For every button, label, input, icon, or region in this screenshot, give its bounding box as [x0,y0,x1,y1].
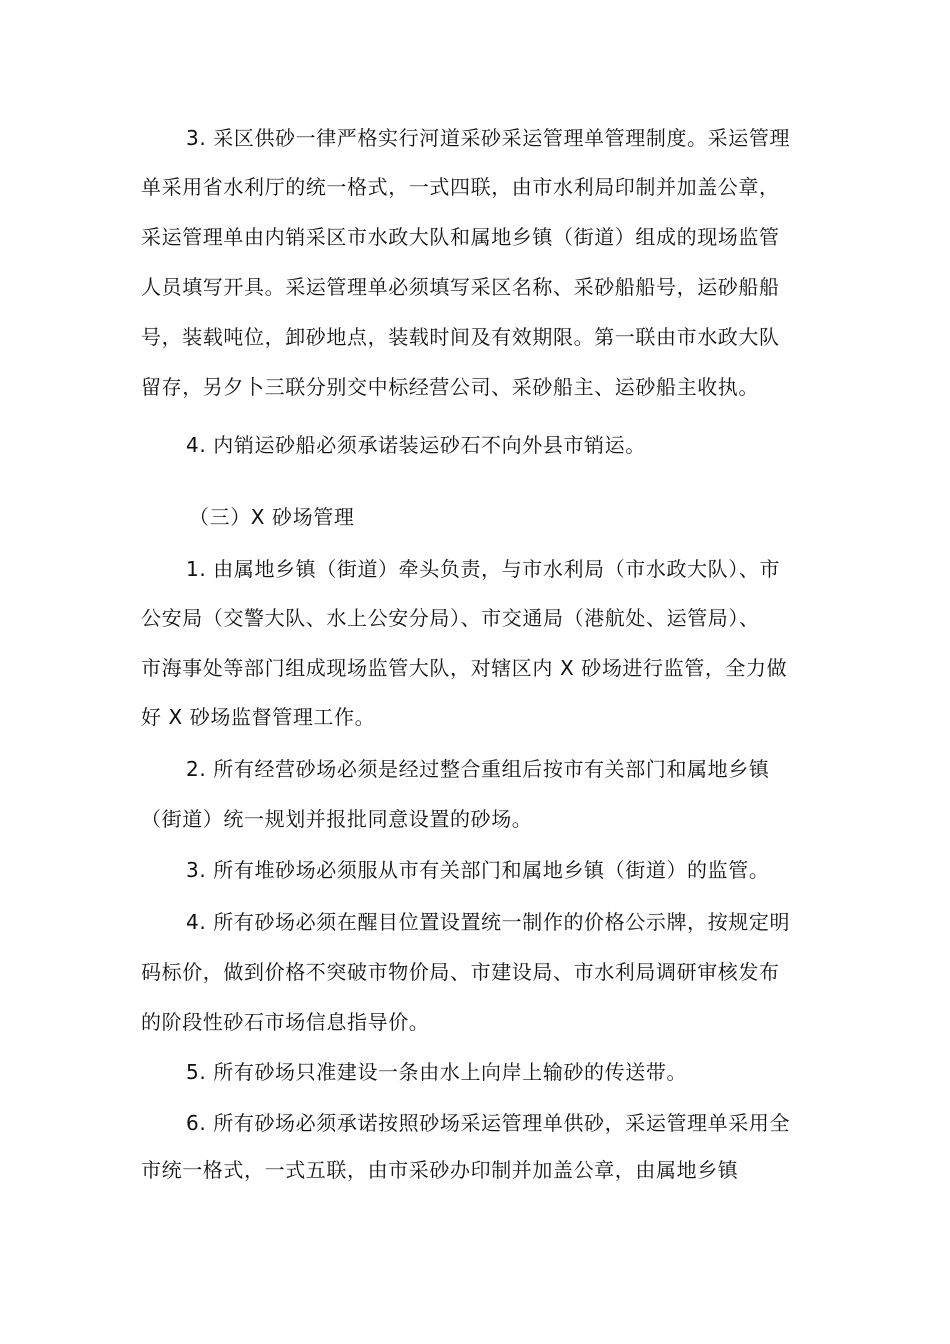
para-3-line-5: 号，装载吨位，卸砂地点，装载时间及有效期限。第一联由市水政大队 [141,325,780,349]
para-3-line-6: 留存，另夕卜三联分别交中标经营公司、采砂船主、运砂船主收执。 [141,375,759,399]
para-3-line-4: 人员填写开具。采运管理单必须填写采区名称、采砂船船号，运砂船船 [141,275,780,299]
section-heading: （三）X 砂场管理 [189,505,355,529]
item-3-line-1: 3. 所有堆砂场必须服从市有关部门和属地乡镇（街道）的监管。 [186,858,770,882]
item-1-line-3: 市海事处等部门组成现场监管大队，对辖区内 X 砂场进行监管，全力做 [141,656,788,680]
item-1-line-1: 1. 由属地乡镇（街道）牵头负责，与市水利局（市水政大队）、市 [186,557,781,581]
item-4-line-2: 码标价，做到价格不突破市物价局、市建设局、市水利局调研审核发布 [141,960,780,984]
item-4-line-3: 的阶段性砂石市场信息指导价。 [141,1010,430,1034]
item-2-line-1: 2. 所有经营砂场必须是经过整合重组后按市有关部门和属地乡镇 [186,757,770,781]
para-3-line-1: 3. 采区供砂一律严格实行河道采砂采运管理单管理制度。采运管理 [186,126,791,150]
item-5-line-1: 5. 所有砂场只准建设一条由水上向岸上输砂的传送带。 [186,1060,688,1084]
para-3-line-2: 单采用省水利厅的统一格式，一式四联，由市水利局印制并加盖公章， [141,175,780,199]
item-2-line-2: （街道）统一规划并报批同意设置的砂场。 [141,807,533,831]
para-3-line-3: 采运管理单由内销采区市水政大队和属地乡镇（街道）组成的现场监管 [141,225,780,249]
item-6-line-1: 6. 所有砂场必须承诺按照砂场采运管理单供砂，采运管理单采用全 [186,1111,791,1135]
item-6-line-2: 市统一格式，一式五联，由市采砂办印制并加盖公章，由属地乡镇 [141,1158,739,1182]
item-4-line-1: 4. 所有砂场必须在醒目位置设置统一制作的价格公示牌，按规定明 [186,910,791,934]
para-4-line-1: 4. 内销运砂船必须承诺装运砂石不向外县市销运。 [186,433,646,457]
item-1-line-4: 好 X 砂场监督管理工作。 [141,705,376,729]
item-1-line-2: 公安局（交警大队、水上公安分局）、市交通局（港航处、运管局）、 [141,606,760,630]
